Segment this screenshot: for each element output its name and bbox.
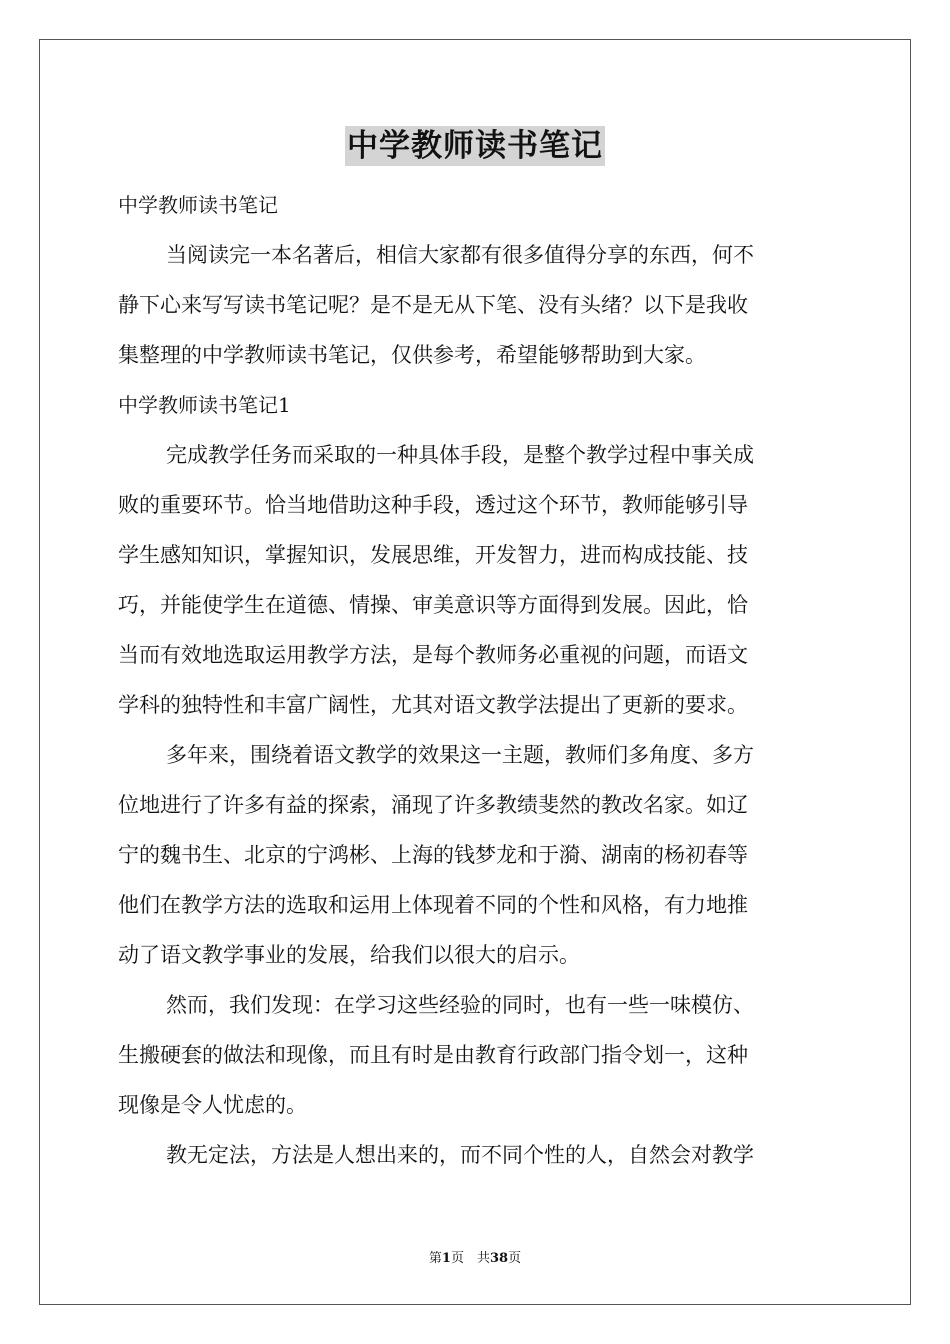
intro-line: 静下心来写写读书笔记呢？是不是无从下笔、没有头绪？以下是我收 [118, 293, 748, 317]
paragraph-line: 生搬硬套的做法和现像，而且有时是由教育行政部门指令划一，这种 [118, 1043, 748, 1067]
paragraph-line: 完成教学任务而采取的一种具体手段，是整个教学过程中事关成 [166, 443, 754, 467]
paragraph-line: 现像是令人忧虑的。 [118, 1093, 307, 1117]
paragraph-line: 位地进行了许多有益的探索，涌现了许多教绩斐然的教改名家。如辽 [118, 793, 748, 817]
footer-total-pages: 38 [489, 1251, 509, 1266]
paragraph-line: 动了语文教学事业的发展，给我们以很大的启示。 [118, 943, 580, 967]
document-title: 中学教师读书笔记 [347, 128, 603, 164]
intro-line: 集整理的中学教师读书笔记，仅供参考，希望能够帮助到大家。 [118, 343, 706, 367]
paragraph-line: 败的重要环节。恰当地借助这种手段，透过这个环节，教师能够引导 [118, 493, 748, 517]
paragraph-line: 他们在教学方法的选取和运用上体现着不同的个性和风格，有力地推 [118, 893, 748, 917]
section-heading: 中学教师读书笔记1 [118, 393, 291, 417]
paragraph-line: 多年来，围绕着语文教学的效果这一主题，教师们多角度、多方 [166, 743, 754, 767]
title-wrap [0, 126, 950, 166]
page-footer [0, 1247, 950, 1266]
paragraph-line: 宁的魏书生、北京的宁鸿彬、上海的钱梦龙和于漪、湖南的杨初春等 [118, 843, 748, 867]
subtitle: 中学教师读书笔记 [118, 193, 278, 217]
footer-current-page: 1 [441, 1251, 451, 1266]
footer-middle: 页 共 [450, 1251, 490, 1266]
footer-suffix: 页 [508, 1251, 522, 1266]
document-body [118, 180, 834, 1180]
paragraph-line: 巧，并能使学生在道德、情操、审美意识等方面得到发展。因此，恰 [118, 593, 748, 617]
footer-prefix: 第 [428, 1251, 442, 1266]
paragraph-line: 教无定法，方法是人想出来的，而不同个性的人，自然会对教学 [166, 1143, 754, 1167]
intro-line: 当阅读完一本名著后，相信大家都有很多值得分享的东西，何不 [166, 243, 754, 267]
paragraph-line: 然而，我们发现：在学习这些经验的同时，也有一些一味模仿、 [166, 993, 754, 1017]
paragraph-line: 学生感知知识，掌握知识，发展思维，开发智力，进而构成技能、技 [118, 543, 748, 567]
paragraph-line: 学科的独特性和丰富广阔性，尤其对语文教学法提出了更新的要求。 [118, 693, 748, 717]
paragraph-line: 当而有效地选取运用教学方法，是每个教师务必重视的问题，而语文 [118, 643, 748, 667]
